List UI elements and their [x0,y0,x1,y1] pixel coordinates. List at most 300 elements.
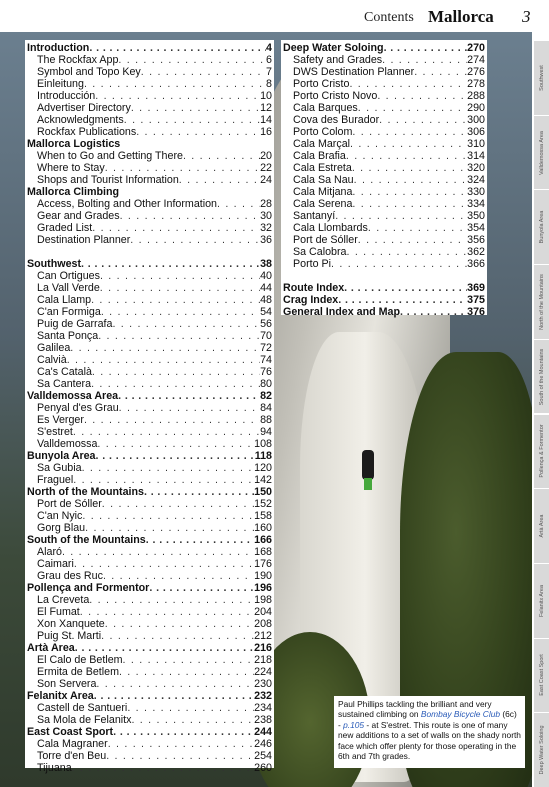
chapter-tab[interactable] [534,115,549,190]
toc-leader-dots [331,258,467,270]
toc-leader-dots [338,294,467,306]
caption-text-3: - at S'estret. This route is one of many new additions to a set of walls on the shady north face which offer plenty for those operating in the 6th and 7th grades. [338,719,521,762]
toc-entry-title: Introduction [27,42,90,54]
toc-entry-page: 375 [467,294,485,306]
toc-entry-page: 4 [266,42,272,54]
toc-entry-page: 38 [260,258,272,270]
toc-entry-page: 278 [467,78,485,90]
toc-entry-title: Gorg Blau [37,522,86,534]
toc-entry-page: 356 [467,234,485,246]
toc-entry[interactable] [27,438,272,450]
toc-entry-title: Caimari [37,558,74,570]
toc-leader-dots [62,546,254,558]
header-section: Contents [364,10,414,25]
toc-entry-title: Alaró [37,546,62,558]
toc-entry[interactable] [27,366,272,378]
toc-entry-page: 12 [260,102,272,114]
toc-entry-title: Cala Llombards [293,222,368,234]
toc-leader-dots [346,150,467,162]
toc-leader-dots [358,234,467,246]
toc-entry-page: 288 [467,90,485,102]
chapter-tab-label: Bunyola Area [538,210,545,244]
page-header [0,0,549,32]
toc-entry-title: Sa Calobra [293,246,347,258]
toc-entry-title: Santanyí [293,210,336,222]
toc-leader-dots [379,114,467,126]
toc-entry-title: Southwest [27,258,82,270]
toc-leader-dots [400,306,467,318]
toc-entry-title: Where to Stay [37,162,105,174]
toc-entry-title: Cala Brafia [293,150,346,162]
toc-entry[interactable] [283,174,485,186]
toc-entry[interactable] [27,678,272,690]
toc-entry-title: Cala Serena [293,198,353,210]
toc-entry-title: Cala Sa Nau [293,174,354,186]
toc-leader-dots [352,186,467,198]
toc-entry-page: 254 [254,750,272,762]
toc-entry[interactable] [27,78,272,90]
toc-section-entry[interactable] [283,42,485,54]
toc-entry-page: 44 [260,282,272,294]
toc-entry-page: 72 [260,342,272,354]
toc-entry-title: Castell de Santueri [37,702,128,714]
toc-section-entry[interactable] [27,486,272,498]
toc-leader-dots [349,78,467,90]
toc-section-entry[interactable] [27,186,272,198]
toc-entry-page: 362 [467,246,485,258]
toc-entry-title: Can Ortigues [37,270,100,282]
toc-entry[interactable] [27,510,272,522]
toc-section-entry[interactable] [27,450,272,462]
toc-entry-page: 354 [467,222,485,234]
toc-section-entry[interactable] [27,726,272,738]
toc-section-entry[interactable] [27,42,272,54]
toc-leader-dots [82,510,254,522]
toc-entry[interactable] [27,234,272,246]
toc-entry-page: 320 [467,162,485,174]
toc-entry[interactable] [27,762,272,774]
toc-leader-dots [100,282,260,294]
toc-entry[interactable] [27,426,272,438]
toc-entry-page: 376 [467,306,485,318]
chapter-tab-label: East Coast Sport [538,654,545,697]
toc-section-entry[interactable] [27,642,272,654]
toc-entry-page: 330 [467,186,485,198]
toc-entry-title: Porto Cristo [293,78,350,90]
toc-entry-page: 20 [260,150,272,162]
toc-entry-page: 48 [260,294,272,306]
toc-spacer [27,246,272,258]
toc-entry-page: 158 [254,510,272,522]
toc-entry-page: 300 [467,114,485,126]
toc-entry-title: Bunyola Area [27,450,96,462]
toc-entry-page: 324 [467,174,485,186]
toc-entry-title: Advertiser Directory [37,102,131,114]
toc-section-entry[interactable] [27,258,272,270]
toc-entry[interactable] [27,114,272,126]
toc-leader-dots [89,594,254,606]
toc-leader-dots [67,354,260,366]
toc-leader-dots [346,246,467,258]
toc-entry[interactable] [27,66,272,78]
toc-section-entry[interactable] [27,690,272,702]
toc-entry-page: 22 [260,162,272,174]
toc-entry-title: Safety and Grades [293,54,383,66]
toc-leader-dots [89,42,266,54]
toc-leader-dots [70,342,260,354]
toc-panel-left [25,40,274,774]
toc-entry-title: Xon Xanquete [37,618,105,630]
toc-entry-title: S'estret [37,426,73,438]
toc-leader-dots [377,90,467,102]
toc-entry-title: Cala Magraner [37,738,108,750]
toc-leader-dots [92,366,260,378]
toc-entry[interactable] [283,54,485,66]
toc-entry-page: 166 [254,534,272,546]
toc-entry-title: DWS Destination Planner [293,66,415,78]
chapter-tab-label: North of the Mountains [538,274,545,330]
toc-leader-dots [113,726,254,738]
toc-entry[interactable] [27,174,272,186]
toc-entry-title: Torre d'en Beu [37,750,107,762]
toc-leader-dots [96,450,255,462]
toc-entry-title: Crag Index [283,294,339,306]
toc-section-entry[interactable] [283,294,485,306]
toc-entry-page: 176 [254,558,272,570]
toc-entry[interactable] [283,210,485,222]
toc-entry[interactable] [27,498,272,510]
toc-entry-title: Destination Planner [37,234,131,246]
toc-entry[interactable] [27,606,272,618]
toc-leader-dots [112,318,260,330]
toc-entry-title: Grau des Ruc [37,570,103,582]
toc-entry-title: C'an Formiga [37,306,101,318]
toc-entry-page: 32 [260,222,272,234]
toc-entry[interactable] [27,90,272,102]
toc-entry-title: Galilea [37,342,71,354]
toc-leader-dots [73,474,254,486]
toc-leader-dots [382,54,467,66]
toc-entry[interactable] [283,258,485,270]
toc-entry-page: 234 [254,702,272,714]
toc-entry-page: 260 [254,762,272,774]
toc-entry[interactable] [27,714,272,726]
toc-leader-dots [179,174,260,186]
chapter-tab[interactable] [534,712,549,787]
toc-entry-title: Porto Cristo Novo [293,90,378,102]
toc-entry-page: 56 [260,318,272,330]
toc-leader-dots [95,90,260,102]
toc-entry[interactable] [27,54,272,66]
toc-entry-page: 54 [260,306,272,318]
toc-entry-page: 10 [260,90,272,102]
toc-leader-dots [85,522,254,534]
toc-entry-title: Felanitx Area [27,690,94,702]
toc-entry-page: 82 [260,390,272,402]
toc-entry[interactable] [283,186,485,198]
toc-entry-title: Sa Mola de Felanitx [37,714,132,726]
toc-section-entry[interactable] [27,534,272,546]
toc-section-entry[interactable] [27,582,272,594]
toc-entry-page: 208 [254,618,272,630]
photo-caption [334,696,525,768]
chapter-tab[interactable] [534,563,549,638]
chapter-tab[interactable] [534,264,549,339]
toc-leader-dots [344,282,467,294]
toc-entry-title: Sa Cantera [37,378,92,390]
toc-entry[interactable] [27,618,272,630]
toc-section-entry[interactable] [27,390,272,402]
toc-entry-title: Route Index [283,282,345,294]
toc-leader-dots [72,762,255,774]
toc-entry-title: Port de Sóller [293,234,358,246]
toc-entry-page: 7 [266,66,272,78]
toc-entry[interactable] [27,666,272,678]
toc-entry-page: 30 [260,210,272,222]
toc-entry-title: The Rockfax App [37,54,119,66]
toc-entry[interactable] [27,570,272,582]
toc-leader-dots [352,162,467,174]
toc-leader-dots [414,66,467,78]
toc-entry[interactable] [283,246,485,258]
toc-entry-page: 246 [254,738,272,750]
toc-entry-page: 160 [254,522,272,534]
toc-entry-title: Graded List [37,222,93,234]
toc-entry[interactable] [27,414,272,426]
toc-entry-page: 88 [260,414,272,426]
toc-entry-page: 70 [260,330,272,342]
toc-entry-page: 152 [254,498,272,510]
toc-entry-title: When to Go and Getting There [37,150,183,162]
toc-leader-dots [105,618,254,630]
toc-entry-page: 276 [467,66,485,78]
toc-entry[interactable] [27,282,272,294]
toc-leader-dots [131,102,260,114]
toc-leader-dots [130,234,260,246]
toc-entry-page: 120 [254,462,272,474]
toc-entry-title: Ca's Català [37,366,92,378]
toc-section-entry[interactable] [283,282,485,294]
caption-text-2: (6c) - [338,709,517,730]
toc-leader-dots [97,438,254,450]
toc-entry[interactable] [27,474,272,486]
toc-entry[interactable] [27,162,272,174]
page-number: 3 [522,7,531,26]
toc-entry-page: 168 [254,546,272,558]
toc-entry[interactable] [27,126,272,138]
toc-section-entry[interactable] [27,138,272,150]
toc-entry[interactable] [283,162,485,174]
toc-leader-dots [149,582,254,594]
toc-entry-title: Einleitung [37,78,84,90]
toc-entry-title: Port de Sóller [37,498,102,510]
toc-entry-title: Shops and Tourist Information [37,174,179,186]
toc-entry[interactable] [283,198,485,210]
toc-entry-page: 16 [260,126,272,138]
toc-entry-page: 270 [467,42,485,54]
toc-leader-dots [94,690,254,702]
toc-entry[interactable] [283,138,485,150]
toc-entry-title: Valldemossa [37,438,98,450]
chapter-tab-label: Southwest [538,65,545,91]
toc-entry-page: 314 [467,150,485,162]
toc-entry-title: Cala Barques [293,102,358,114]
toc-entry[interactable] [283,102,485,114]
toc-leader-dots [100,270,260,282]
toc-entry[interactable] [27,354,272,366]
toc-entry[interactable] [27,522,272,534]
toc-entry-page: 310 [467,138,485,150]
toc-entry-title: Cala Llamp [37,294,92,306]
caption-text-1: Paul Phillips tackling the brilliant and very sustained climbing on [338,699,492,720]
toc-entry-title: Ermita de Betlem [37,666,119,678]
toc-spacer [283,270,485,282]
toc-leader-dots [74,558,254,570]
toc-section-entry[interactable] [283,306,485,318]
toc-entry-title: Santa Ponça [37,330,99,342]
toc-entry-page: 232 [254,690,272,702]
toc-entry-title: General Index and Map [283,306,400,318]
toc-entry-title: Valldemossa Area [27,390,119,402]
toc-entry[interactable] [283,150,485,162]
toc-entry[interactable] [27,330,272,342]
toc-entry[interactable] [283,234,485,246]
chapter-tab[interactable] [534,189,549,264]
toc-leader-dots [350,138,467,150]
toc-entry[interactable] [283,66,485,78]
toc-entry-page: 142 [254,474,272,486]
toc-leader-dots [118,54,266,66]
toc-entry[interactable] [27,342,272,354]
toc-entry-title: Mallorca Climbing [27,186,120,198]
toc-entry-page: 204 [254,606,272,618]
toc-leader-dots [354,174,468,186]
toc-leader-dots [103,570,254,582]
toc-leader-dots [91,378,260,390]
toc-entry-title: East Coast Sport [27,726,114,738]
toc-entry-page: 36 [260,234,272,246]
toc-entry-title: La Vall Verde [37,282,100,294]
chapter-tab-label: Valldemossa Area [538,130,545,175]
toc-entry[interactable] [27,198,272,210]
toc-entry-title: Tijuana [37,762,72,774]
toc-entry-title: South of the Mountains [27,534,146,546]
toc-leader-dots [101,306,260,318]
toc-entry-page: 74 [260,354,272,366]
toc-entry[interactable] [27,558,272,570]
toc-entry[interactable] [283,90,485,102]
toc-leader-dots [368,222,467,234]
toc-panel-right [281,40,487,318]
toc-entry[interactable] [27,462,272,474]
chapter-tab-label: Pollença & Formentor [538,424,545,478]
toc-entry-title: Fraguel [37,474,74,486]
toc-entry-page: 24 [260,174,272,186]
toc-entry-page: 28 [260,198,272,210]
toc-entry-page: 80 [260,378,272,390]
toc-entry-page: 76 [260,366,272,378]
toc-entry-title: Rockfax Publications [37,126,137,138]
toc-entry[interactable] [27,738,272,750]
chapter-tab-label: Artà Area [538,514,545,538]
chapter-tab[interactable] [534,638,549,713]
toc-entry[interactable] [27,222,272,234]
toc-entry[interactable] [27,546,272,558]
caption-route-link[interactable]: Bombay Bicycle Club [420,709,501,720]
toc-entry-page: 230 [254,678,272,690]
toc-leader-dots [91,294,260,306]
toc-entry[interactable] [27,270,272,282]
toc-entry-page: 216 [254,642,272,654]
toc-entry[interactable] [27,702,272,714]
toc-entry-title: Mallorca Logistics [27,138,121,150]
toc-entry[interactable] [27,102,272,114]
chapter-tab-label: South of the Mountains [538,348,545,405]
toc-entry[interactable] [283,222,485,234]
toc-leader-dots [141,66,266,78]
toc-entry[interactable] [283,126,485,138]
chapter-tab[interactable] [534,40,549,115]
toc-entry-title: Symbol and Topo Key [37,66,141,78]
chapter-tab[interactable] [534,488,549,563]
toc-leader-dots [384,42,468,54]
toc-entry-title: Son Servera [37,678,97,690]
chapter-tab-label: Felanitx Area [538,584,545,617]
toc-entry[interactable] [27,318,272,330]
toc-entry-page: 366 [467,258,485,270]
toc-entry-title: Sa Gubia [37,462,82,474]
toc-entry[interactable] [27,306,272,318]
toc-leader-dots [358,102,467,114]
toc-entry[interactable] [27,630,272,642]
toc-entry-title: Acknowledgments [37,114,124,126]
caption-page-link[interactable]: p.105 [343,719,365,730]
toc-entry[interactable] [27,210,272,222]
toc-entry-page: 84 [260,402,272,414]
toc-leader-dots [108,738,254,750]
toc-leader-dots [119,666,254,678]
toc-entry[interactable] [27,294,272,306]
toc-entry-page: 334 [467,198,485,210]
toc-entry-page: 290 [467,102,485,114]
toc-leader-dots [123,654,255,666]
toc-leader-dots [144,486,254,498]
toc-leader-dots [131,714,254,726]
toc-leader-dots [105,162,260,174]
toc-leader-dots [102,498,254,510]
toc-entry[interactable] [27,594,272,606]
chapter-tab[interactable] [534,414,549,489]
toc-entry[interactable] [27,150,272,162]
toc-entry[interactable] [27,654,272,666]
toc-entry-page: 369 [467,282,485,294]
toc-entry-page: 108 [254,438,272,450]
toc-leader-dots [146,534,254,546]
chapter-tab[interactable] [534,339,549,414]
toc-entry[interactable] [27,378,272,390]
toc-entry-title: Deep Water Soloing [283,42,384,54]
toc-entry-title: Calvià [37,354,67,366]
toc-entry-title: Porto Pi [293,258,332,270]
toc-entry[interactable] [27,402,272,414]
toc-entry[interactable] [283,78,485,90]
toc-entry[interactable] [283,114,485,126]
toc-leader-dots [96,678,254,690]
toc-leader-dots [73,426,260,438]
toc-leader-dots [98,330,260,342]
toc-entry[interactable] [27,750,272,762]
toc-entry-page: 238 [254,714,272,726]
